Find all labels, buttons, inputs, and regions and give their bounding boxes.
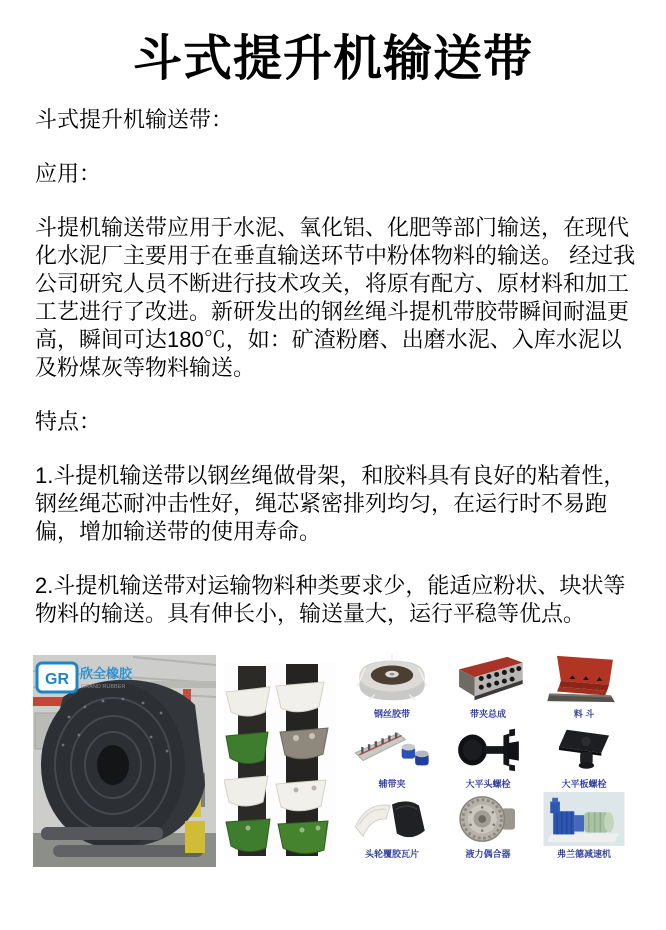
intro-heading: 斗式提升机输送带： [35, 107, 234, 132]
part-item-hopper [540, 652, 628, 720]
flender-reducer-image [542, 792, 626, 846]
body-text [35, 106, 638, 628]
rubber-lagging-tiles-image [350, 792, 434, 846]
part-label: 弗兰德减速机 [556, 849, 611, 859]
feature-2-text: 2.斗提机输送带对运输物料种类要求少，能适应粉状、块状等物料的输送。具有伸长小，输送量大，运行平稳等优点。 [35, 573, 626, 626]
part-item-flat-head-bolt [444, 722, 532, 790]
factory-belt-roll-photo [33, 655, 216, 867]
grand-rubber-logo [37, 663, 133, 692]
steel-wire-belt-image [350, 652, 434, 706]
logo-name-cn: 欣全橡胶 [80, 666, 133, 681]
fluid-coupler-image [446, 792, 530, 846]
part-item-flat-plate-bolt [540, 722, 628, 790]
part-item-rubber-lagging-tiles [348, 792, 436, 860]
part-item-flender-reducer [540, 792, 628, 860]
part-label: 大平板螺栓 [561, 779, 607, 789]
logo-name-en: GRAND RUBBER [81, 684, 126, 690]
part-label: 液力偶合器 [465, 849, 511, 859]
part-label: 头轮覆胶瓦片 [364, 849, 419, 859]
buckets-board-image [224, 662, 336, 860]
aux-belt-clamp-image [350, 722, 434, 776]
product-gallery [33, 652, 633, 872]
logo-abbr: GR [45, 671, 69, 688]
flat-head-bolt-image [446, 722, 530, 776]
part-label: 辅带夹 [378, 779, 406, 789]
part-item-steel-wire-belt [348, 652, 436, 720]
part-item-fluid-coupler [444, 792, 532, 860]
hopper-image [542, 652, 626, 706]
parts-grid [348, 652, 628, 860]
part-label: 带夹总成 [469, 709, 506, 719]
part-label: 料 斗 [573, 709, 595, 719]
application-heading: 应用： [35, 161, 102, 186]
page-title: 斗式提升机输送带 [132, 32, 533, 86]
features-heading: 特点： [35, 409, 102, 434]
part-item-belt-clamp-assembly [444, 652, 532, 720]
feature-1-text: 1.斗提机输送带以钢丝绳做骨架，和胶料具有良好的粘着性，钢丝绳芯耐冲击性好，绳芯紧密排列均匀，在运行时不易跑偏，增加输送带的使用寿命。 [35, 463, 626, 544]
belt-roll-image [33, 655, 216, 867]
part-label: 钢丝胶带 [373, 709, 410, 719]
part-label: 大平头螺栓 [465, 779, 511, 789]
belt-clamp-assembly-image [446, 652, 530, 706]
application-text: 斗提机输送带应用于水泥、氧化铝、化肥等部门输送，在现代化水泥厂主要用于在垂直输送环节中粉体物料的输送。 经过我公司研究人员不断进行技术攻关，将原有配方、原材料和加工工艺进行了改进。新研发出的钢丝绳斗提机带胶带瞬间耐温更高，瞬间可达180℃，如：矿渣粉磨、出磨水泥、入库水泥以及粉煤灰等物料输送。 [35, 215, 636, 380]
part-item-aux-belt-clamp [348, 722, 436, 790]
flat-plate-bolt-image [542, 722, 626, 776]
elevator-buckets-photo [224, 662, 336, 860]
